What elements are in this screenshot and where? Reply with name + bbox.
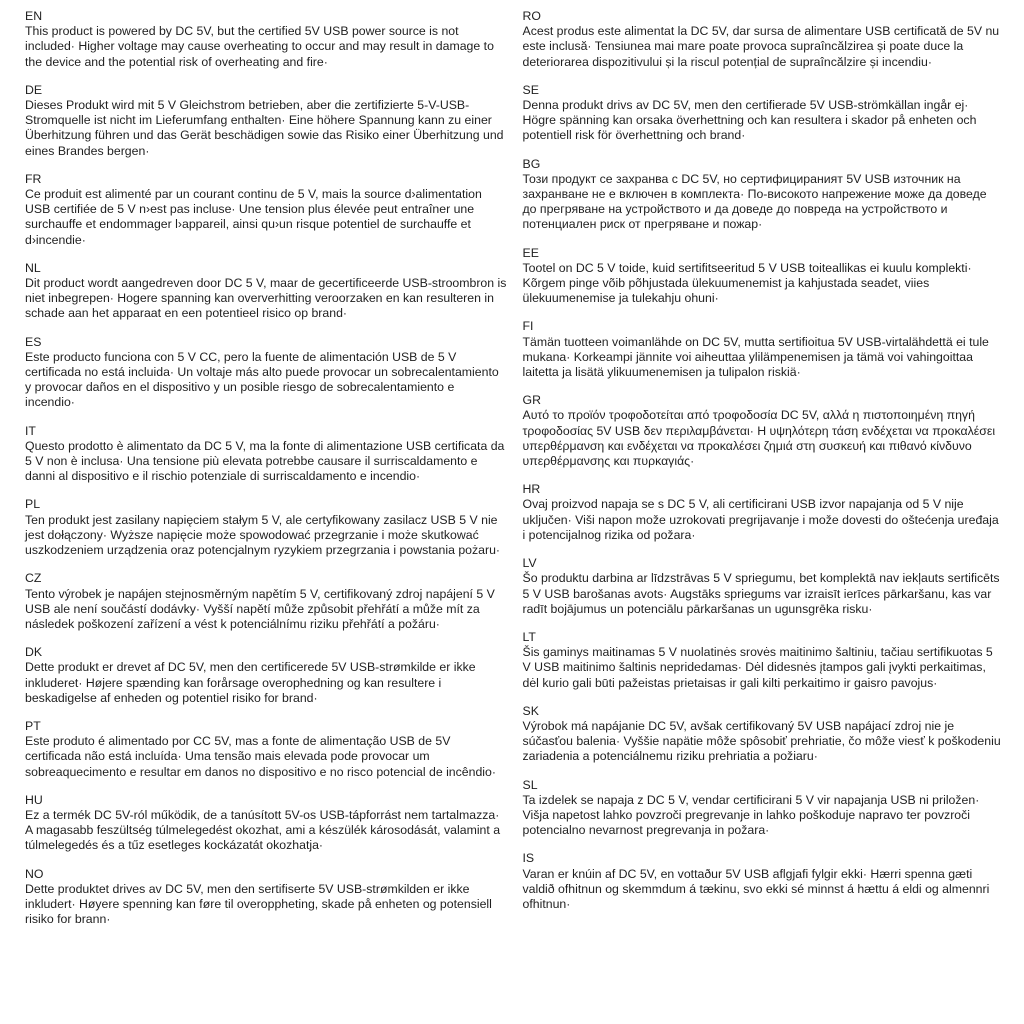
- language-code: PT: [25, 718, 41, 733]
- language-code: GR: [522, 393, 541, 408]
- language-text: Dieses Produkt wird mit 5 V Gleichstrom betrieben, aber die zertifizierte 5-V-USB-Stromquelle ist nicht im Lieferumfang enthalten· Eine höhere Spannung kann zu einer Überhitzung führen und das Gerät beschädigen sowie das Risiko einer Überhitzung und eines Brandes bergen·: [25, 98, 504, 158]
- language-section-it: [25, 424, 507, 485]
- language-section-sk: [523, 704, 1005, 765]
- language-text: Tämän tuotteen voimanlähde on DC 5V, mutta sertifioitua 5V USB-virtalähdettä ei tule mukana· Korkeampi jännite voi aiheuttaa ylilämpenemisen ja tämä voi vahingoittaa laitetta ja lisätä ylikuumenemisen ja tulipalon riskiä·: [522, 334, 989, 380]
- language-text: Questo prodotto è alimentato da DC 5 V, ma la fonte di alimentazione USB certificata da 5 V non è inclusa· Una tensione più elevata potrebbe causare il surriscaldamento e danni al dispositivo e il rischio potenziale di surriscaldamento e incendio·: [25, 438, 505, 484]
- language-section-fr: [25, 172, 507, 248]
- language-code: DE: [25, 82, 43, 97]
- language-code: IS: [522, 851, 535, 866]
- language-section-es: [25, 335, 507, 411]
- language-section-se: [523, 83, 1005, 144]
- language-text: Αυτό το προϊόν τροφοδοτείται από τροφοδοσία DC 5V, αλλά η πιστοποιημένη πηγή τροφοδοσίας 5V USB δεν περιλαμβάνεται· Η υψηλότερη τάση ενδέχεται να προκαλέσει υπερθέρμανση και ενδέχεται να προκαλέσει ζημιά στη συσκευή και πιθανό κίνδυνο υπερθέρμανσης και πυρκαγιάς·: [522, 408, 996, 469]
- language-section-nl: [25, 261, 507, 322]
- language-code: RO: [522, 9, 541, 23]
- column-left: [25, 9, 507, 1018]
- language-section-pl: [25, 497, 507, 558]
- language-text: Dette produktet drives av DC 5V, men den sertifiserte 5V USB-strømkilden er ikke inkludert· Høyere spenning kan føre til overoppheting, skade på enheten og potensiell risiko for brann·: [25, 881, 492, 927]
- language-section-ro: [523, 9, 1005, 70]
- language-text: Tootel on DC 5 V toide, kuid sertifitseeritud 5 V USB toiteallikas ei kuulu komplekti· Kõrgem pinge võib põhjustada ülekuumenemist ja kahjustada seadet, viies ülekuumenemise ja tulekahju ohuni·: [522, 260, 972, 306]
- language-text: Šis gaminys maitinamas 5 V nuolatinės srovės maitinimo šaltiniu, tačiau sertifikuotas 5 V USB maitinimo šaltinis nepridedamas· Dėl didesnės įtampos gali įvykti perkaitimas, dėl kurio gali būti pažeistas prietaisas ir gali kilti perkaitimo ir gaisro pavojus·: [522, 645, 993, 690]
- language-code: DK: [25, 645, 43, 660]
- language-section-is: [523, 851, 1005, 912]
- language-text: Acest produs este alimentat la DC 5V, dar sursa de alimentare USB certificată de 5V nu este inclusă· Tensiunea mai mare poate provoca supraîncălzirea și poate duce la deteriorarea dispozitivului și la riscul potențial de supraîncălzire și incendiu·: [522, 24, 1000, 69]
- language-text: Ez a termék DC 5V-ról működik, de a tanúsított 5V-os USB-tápforrást nem tartalmazza· A magasabb feszültség túlmelegedést okozhat, ami a készülék károsodását, valamint a túlmelegedés és a tűz esetleges kockázatát okozhatja·: [25, 807, 501, 853]
- language-section-pt: [25, 719, 507, 780]
- language-text: Този продукт се захранва с DC 5V, но сертифицираният 5V USB източник на захранване не е включен в комплекта· По-високото напрежение може да доведе до прегряване на устройството и да доведе до повреда на устройството и потенциален риск от прегряване и пожар·: [522, 171, 987, 232]
- language-section-de: [25, 83, 507, 159]
- language-section-cz: [25, 571, 507, 632]
- language-text: Šo produktu darbina ar līdzstrāvas 5 V spriegumu, bet komplektā nav iekļauts sertificēts 5 V USB barošanas avots· Augstāks spriegums var izraisīt ierīces pārkaršanu, kas var radīt bojājumus un potenciālu pārkaršanas un ugunsgrēka risku·: [522, 571, 1000, 616]
- language-section-sl: [523, 778, 1005, 839]
- language-text: Este produto é alimentado por CC 5V, mas a fonte de alimentação USB de 5V certificada não está incluída· Uma tensão mais elevada pode provocar um sobreaquecimento e resultar em danos no dispositivo e no risco potencial de incêndio·: [25, 734, 496, 779]
- language-section-lt: [523, 630, 1005, 691]
- language-code: IT: [25, 423, 36, 438]
- language-text: Ovaj proizvod napaja se s DC 5 V, ali certificirani USB izvor napajanja od 5 V nije uključen· Viši napon može uzrokovati pregrijavanje i može dovesti do oštećenja uređaja i potencijalnog rizika od požara·: [522, 497, 999, 542]
- language-code: NO: [25, 866, 44, 881]
- language-section-gr: [523, 393, 1005, 469]
- language-code: EE: [522, 245, 539, 260]
- language-code: SK: [522, 703, 539, 718]
- language-code: NL: [25, 260, 41, 275]
- language-text: Ta izdelek se napaja z DC 5 V, vendar certificirani 5 V vir napajanja USB ni priložen· Višja napetost lahko povzroči pregrevanje in lahko poškoduje napravo ter povzroči potencialno nevarnost pregrevanja in požara·: [522, 792, 980, 838]
- language-code: SL: [522, 777, 538, 792]
- language-text: Denna produkt drivs av DC 5V, men den certifierade 5V USB-strömkällan ingår ej· Högre spänning kan orsaka överhettning och kan resultera i skador på enheten och potentiell risk för överhettning och brand·: [522, 98, 977, 143]
- language-section-hr: [523, 482, 1005, 543]
- language-text: Výrobok má napájanie DC 5V, avšak certifikovaný 5V USB napájací zdroj nie je súčasťou balenia· Vyššie napätie môže spôsobiť prehriatie, čo môže viesť k poškodeniu zariadenia a potenciálnemu riziku prehriatia a požiaru·: [522, 718, 1001, 764]
- language-section-ee: [523, 246, 1005, 307]
- language-code: LT: [522, 629, 536, 644]
- language-code: HU: [25, 792, 43, 807]
- language-text: Tento výrobek je napájen stejnosměrným napětím 5 V, certifikovaný zdroj napájení 5 V USB ale není součástí dodávky· Vyšší napětí může způsobit přehřátí a může mít za následek poškození zařízení a vést k potenciálnímu riziku přehřátí a požáru·: [25, 586, 495, 631]
- language-section-dk: [25, 645, 507, 706]
- language-code: FR: [25, 171, 42, 186]
- language-code: FI: [522, 319, 534, 334]
- language-code: SE: [522, 82, 539, 97]
- language-section-hu: [25, 793, 507, 854]
- language-code: HR: [522, 482, 541, 497]
- language-code: CZ: [25, 571, 42, 586]
- language-text: Ten produkt jest zasilany napięciem stałym 5 V, ale certyfikowany zasilacz USB 5 V nie jest dołączony· Wyższe napięcie może spowodować przegrzanie i może skutkować uszkodzeniem urządzenia oraz potencjalnym ryzykiem przegrzania i powstania pożaru·: [25, 512, 501, 558]
- column-right: [523, 9, 1005, 1018]
- language-code: PL: [25, 497, 41, 512]
- language-section-no: [25, 867, 507, 928]
- language-section-bg: [523, 157, 1005, 233]
- language-section-lv: [523, 556, 1005, 617]
- language-code: BG: [522, 156, 541, 171]
- language-text: Varan er knúin af DC 5V, en vottaður 5V USB aflgjafi fylgir ekki· Hærri spenna gæti valdið ofhitnun og skemmdum á tækinu, svo ekki sé minnst á hættu á eldi og almennri ofhitnun·: [522, 866, 990, 911]
- language-section-en: [25, 9, 507, 70]
- language-code: ES: [25, 334, 42, 349]
- language-section-fi: [523, 319, 1005, 380]
- language-text: Este producto funciona con 5 V CC, pero la fuente de alimentación USB de 5 V certificada no está incluida· Un voltaje más alto puede provocar un sobrecalentamiento y provocar daños en el dispositivo y un posible riesgo de sobrecalentamiento e incendio·: [25, 349, 499, 410]
- language-text: This product is powered by DC 5V, but the certified 5V USB power source is not included· Higher voltage may cause overheating to occur and may result in damage to the device and the potential risk of overheating and fire·: [25, 24, 494, 69]
- language-text: Ce produit est alimenté par un courant continu de 5 V, mais la source d›alimentation USB certifiée de 5 V n›est pas incluse· Une tension plus élevée peut entraîner une surchauffe et endommager l›appareil, ainsi qu›un risque potentiel de surchauffe et d›incendie·: [25, 187, 482, 247]
- language-code: EN: [25, 9, 43, 23]
- language-text: Dit product wordt aangedreven door DC 5 V, maar de gecertificeerde USB-stroombron is niet inbegrepen· Hogere spanning kan oververhitting veroorzaken en kan resulteren in schade aan het apparaat en een potentieel risico op brand·: [25, 276, 507, 321]
- language-text: Dette produkt er drevet af DC 5V, men den certificerede 5V USB-strømkilde er ikke inkluderet· Højere spænding kan forårsage overophedning og kan resultere i beskadigelse af enheden og potentiel risiko for brand·: [25, 660, 476, 705]
- language-code: LV: [522, 556, 537, 571]
